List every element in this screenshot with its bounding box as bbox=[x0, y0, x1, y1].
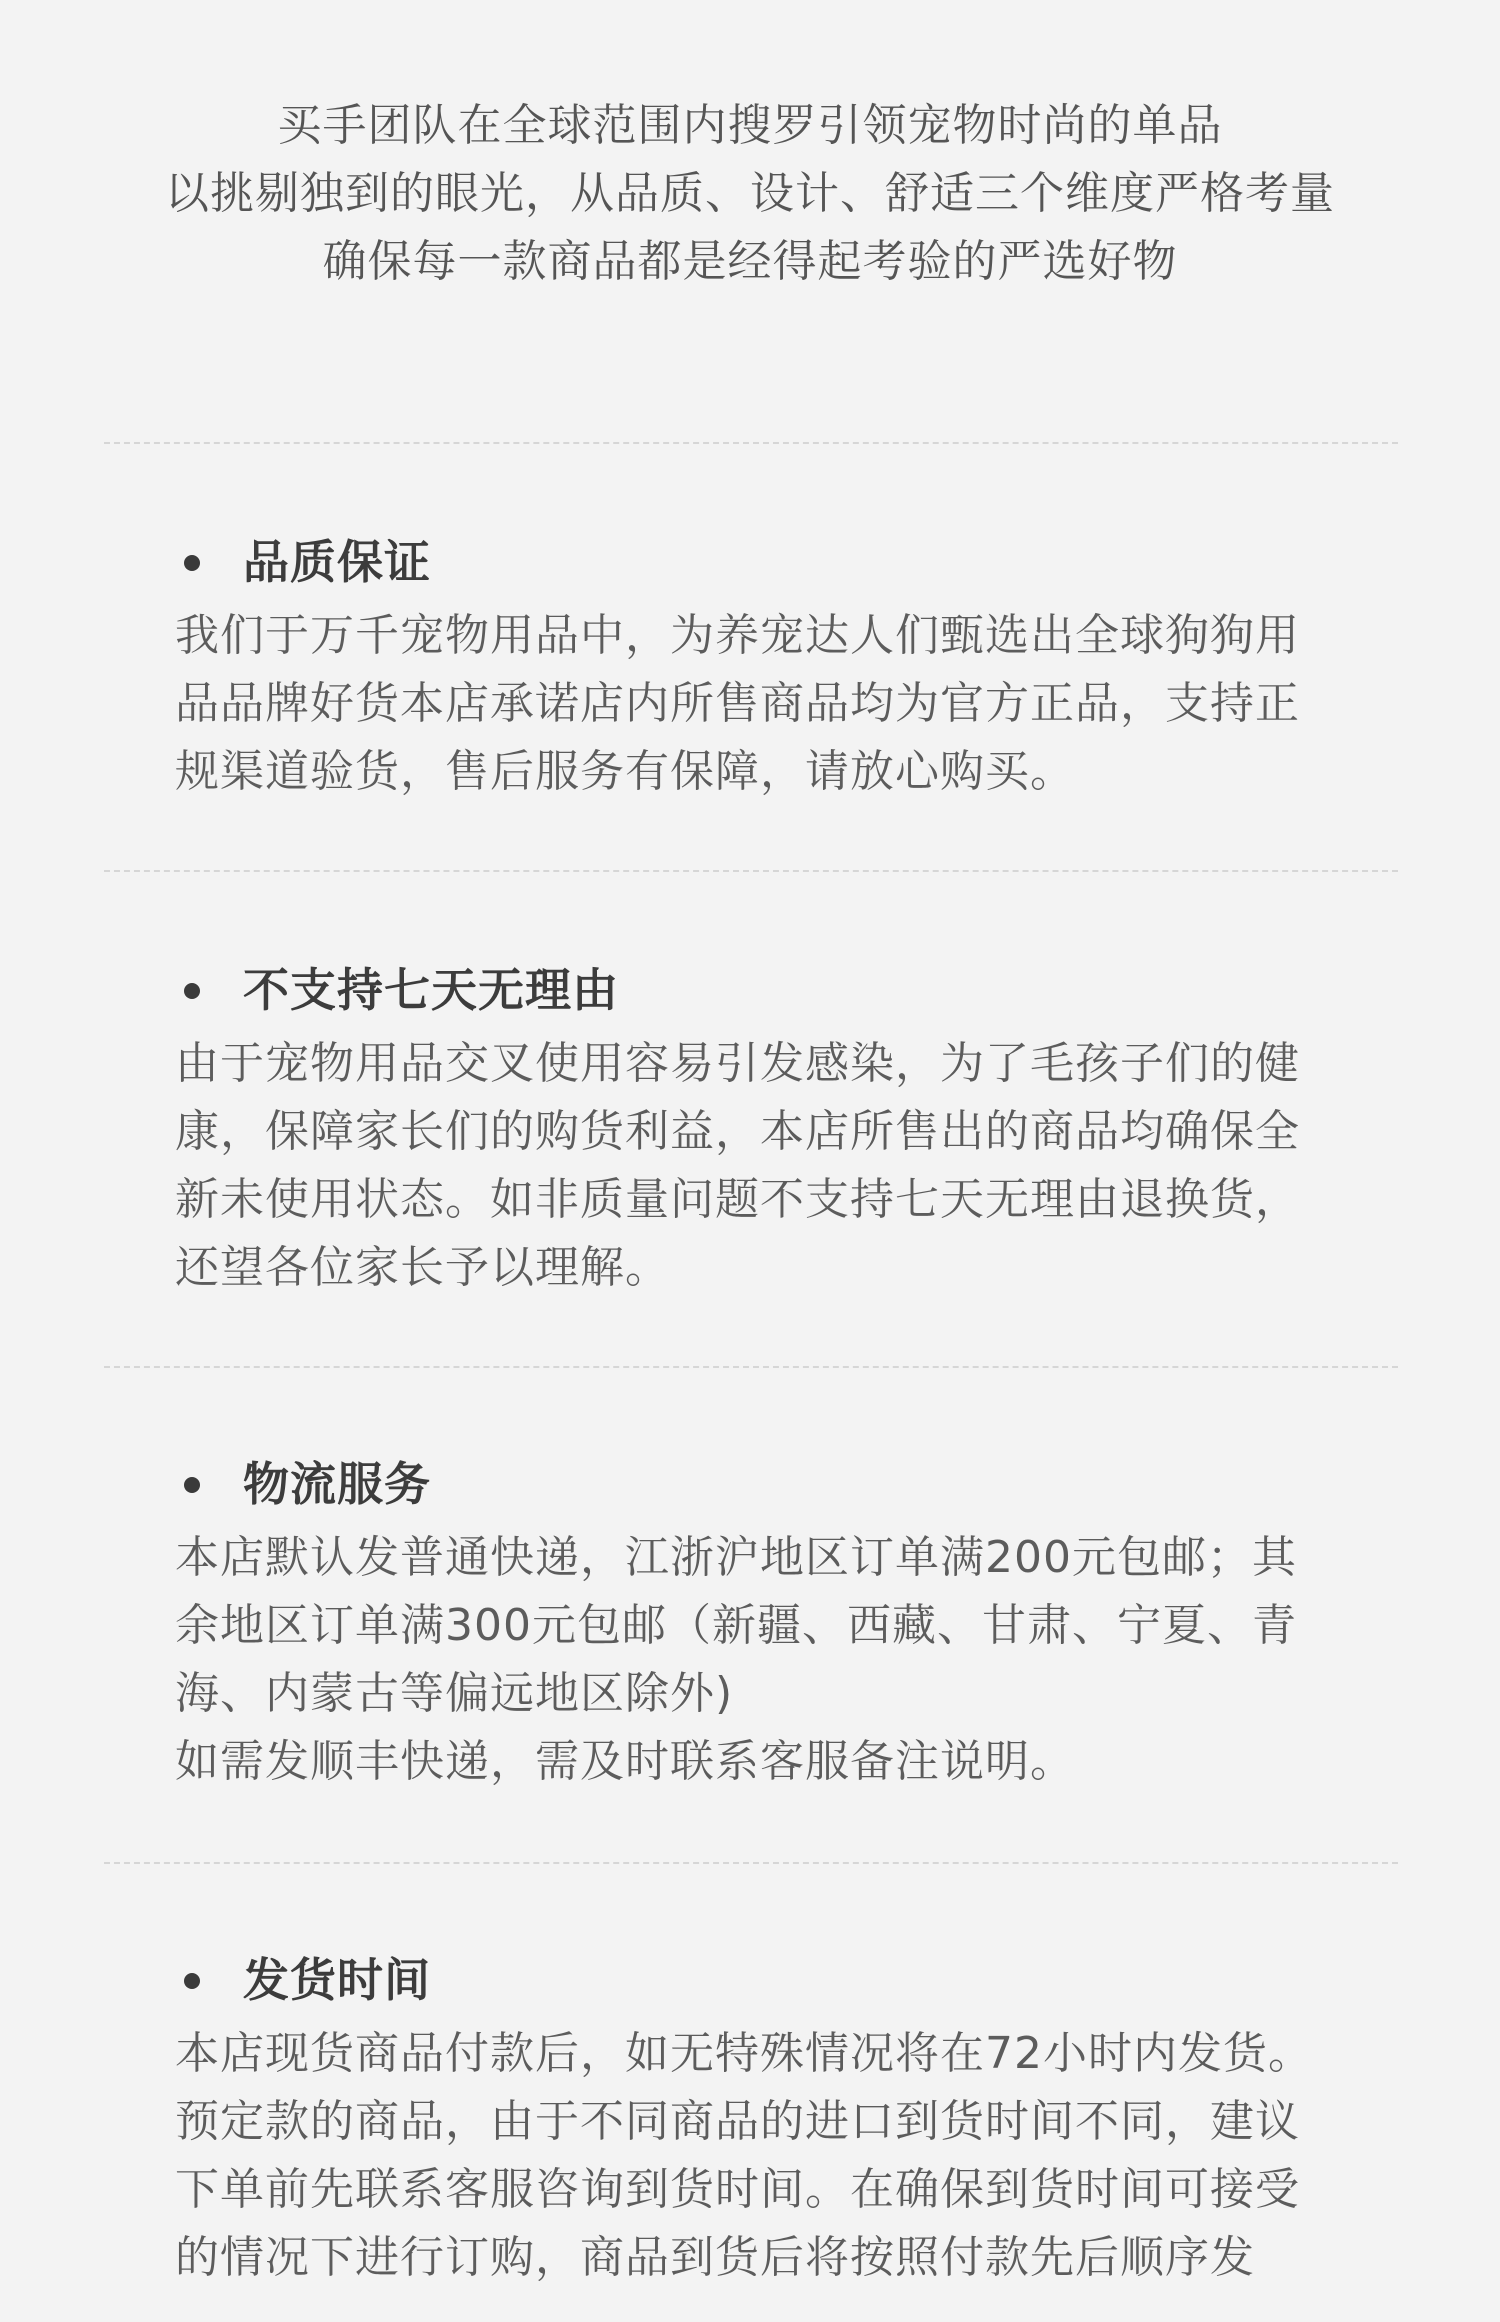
section-divider bbox=[104, 870, 1398, 872]
body-line: 品品牌好货本店承诺店内所售商品均为官方正品，支持正 bbox=[175, 678, 1300, 729]
section-header bbox=[175, 960, 1335, 1020]
bullet-dot-icon bbox=[184, 1477, 200, 1493]
body-line: 康，保障家长们的购货利益，本店所售出的商品均确保全 bbox=[175, 1106, 1300, 1157]
section-title: 不支持七天无理由 bbox=[243, 963, 619, 1017]
section-shipping-time bbox=[175, 1950, 1335, 2292]
body-line: 我们于万千宠物用品中，为养宠达人们甄选出全球狗狗用 bbox=[175, 610, 1300, 661]
section-body bbox=[175, 1030, 1335, 1302]
section-divider bbox=[104, 1862, 1398, 1864]
body-line: 由于宠物用品交叉使用容易引发感染，为了毛孩子们的健 bbox=[175, 1038, 1300, 1089]
section-divider bbox=[104, 442, 1398, 444]
section-quality-guarantee bbox=[175, 532, 1335, 806]
body-line: 余地区订单满300元包邮（新疆、西藏、甘肃、宁夏、青 bbox=[175, 1600, 1297, 1651]
section-title: 发货时间 bbox=[243, 1953, 431, 2007]
body-line: 还望各位家长予以理解。 bbox=[175, 1242, 670, 1293]
section-logistics-service bbox=[175, 1454, 1335, 1796]
section-header bbox=[175, 532, 1335, 592]
section-title: 物流服务 bbox=[243, 1457, 431, 1511]
intro-line: 以挑剔独到的眼光，从品质、设计、舒适三个维度严格考量 bbox=[165, 168, 1335, 219]
bullet-dot-icon bbox=[184, 1973, 200, 1989]
bullet-dot-icon bbox=[184, 983, 200, 999]
intro-line: 确保每一款商品都是经得起考验的严选好物 bbox=[322, 236, 1178, 287]
body-line: 本店默认发普通快递，江浙沪地区订单满200元包邮；其 bbox=[175, 1532, 1297, 1583]
section-header bbox=[175, 1950, 1335, 2010]
body-line: 下单前先联系客服咨询到货时间。在确保到货时间可接受 bbox=[175, 2164, 1300, 2215]
section-title: 品质保证 bbox=[243, 535, 431, 589]
section-header bbox=[175, 1454, 1335, 1514]
bullet-dot-icon bbox=[184, 555, 200, 571]
section-body bbox=[175, 1524, 1335, 1796]
body-line: 新未使用状态。如非质量问题不支持七天无理由退换货， bbox=[175, 1174, 1300, 1225]
body-line: 如需发顺丰快递，需及时联系客服备注说明。 bbox=[175, 1736, 1075, 1787]
section-body bbox=[175, 2020, 1335, 2292]
body-line: 本店现货商品付款后，如无特殊情况将在72小时内发货。 bbox=[175, 2028, 1313, 2079]
body-line: 海、内蒙古等偏远地区除外) bbox=[175, 1668, 734, 1719]
intro-line: 买手团队在全球范围内搜罗引领宠物时尚的单品 bbox=[277, 100, 1223, 151]
section-no-seven-day-return bbox=[175, 960, 1335, 1302]
section-body bbox=[175, 602, 1335, 806]
section-divider bbox=[104, 1366, 1398, 1368]
body-line: 预定款的商品，由于不同商品的进口到货时间不同，建议 bbox=[175, 2096, 1300, 2147]
body-line: 规渠道验货，售后服务有保障，请放心购买。 bbox=[175, 746, 1075, 797]
body-line: 的情况下进行订购，商品到货后将按照付款先后顺序发 bbox=[175, 2232, 1255, 2283]
intro-block bbox=[0, 92, 1500, 296]
